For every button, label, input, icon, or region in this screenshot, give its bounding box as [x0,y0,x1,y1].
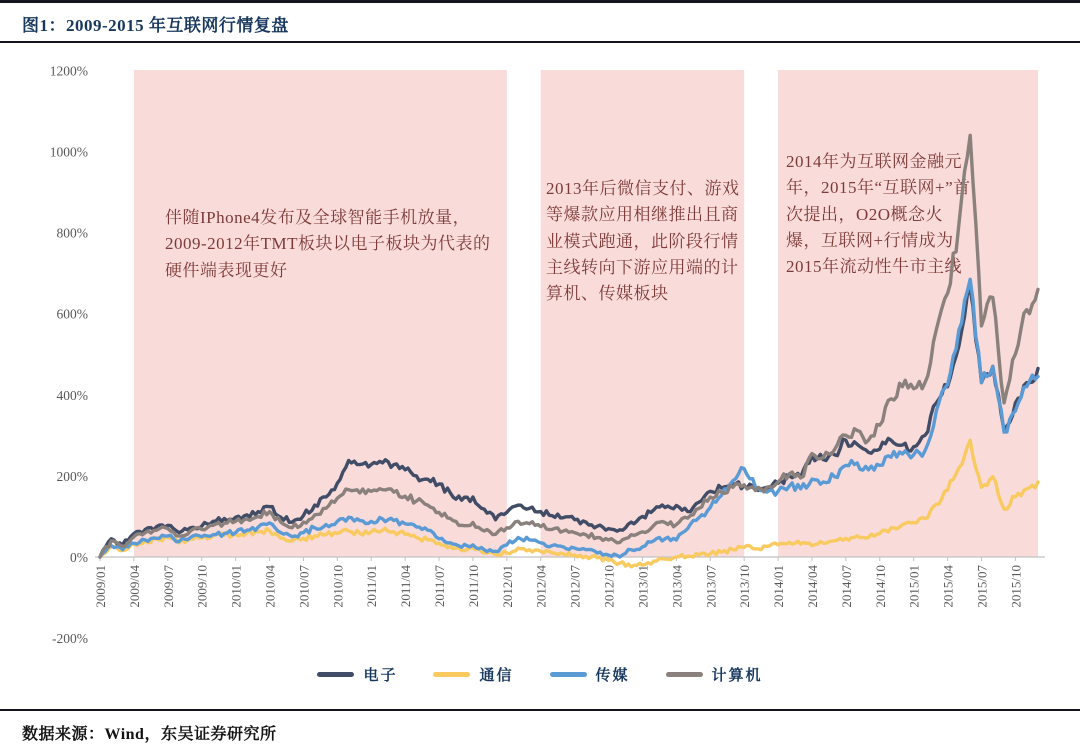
x-tick-label: 2011/01 [364,565,380,608]
legend-label-telecom: 通信 [479,667,514,684]
chart-area [0,43,1080,651]
annotation-2013-apps: 2013年后微信支付、游戏等爆款应用相继推出且商业模式跑通，此阶段行情主线转向下游应用端的计算机、传媒板块 [546,179,740,304]
x-tick-label: 2012/07 [567,565,583,608]
data-source: 数据来源：Wind，东吴证券研究所 [22,726,277,743]
x-tick-label: 2013/04 [669,565,685,608]
x-tick-label: 2010/04 [262,565,278,608]
y-tick-label: 0% [70,550,88,565]
legend-label-media: 传媒 [595,667,630,684]
x-tick-label: 2015/10 [1008,565,1024,608]
y-tick-label: 200% [56,468,88,484]
x-tick-label: 2015/01 [906,565,922,608]
x-tick-label: 2013/07 [703,565,719,608]
x-tick-label: 2011/07 [432,565,448,608]
figure-header [0,3,1080,41]
x-tick-label: 2012/10 [601,565,617,608]
legend-item-media [550,664,630,685]
legend-item-electronics [317,664,397,685]
legend-swatch-media [550,672,587,677]
x-tick-label: 2014/04 [804,565,820,608]
legend-label-electronics: 电子 [363,667,398,684]
x-tick-label: 2010/01 [228,565,244,608]
x-tick-label: 2012/01 [499,565,515,608]
x-tick-label: 2014/01 [771,565,787,608]
x-tick-label: 2013/10 [737,565,753,608]
chart-legend [0,651,1080,697]
legend-swatch-computer [666,672,703,677]
annotation-2009-2012-hardware: 伴随IPhone4发布及全球智能手机放量，2009-2012年TMT板块以电子板块为代表的硬件端表现更好 [165,208,491,280]
legend-item-telecom [433,664,513,685]
y-tick-label: 800% [56,225,88,241]
annotation-2014-2015-internet-plus: 2014年为互联网金融元年，2015年“互联网+”首次提出，O2O概念火爆，互联网+行情成为2015年流动性牛市主线 [786,152,971,277]
x-tick-label: 2015/04 [940,565,956,608]
legend-item-computer [666,664,763,685]
y-tick-label: 1200% [49,63,88,79]
x-tick-label: 2009/01 [93,565,108,608]
x-tick-label: 2013/01 [635,565,651,608]
x-tick-label: 2010/07 [296,565,312,608]
x-tick-label: 2009/07 [160,565,176,608]
x-tick-label: 2012/04 [533,565,549,608]
highlight-region [778,70,1038,557]
y-tick-label: -200% [52,631,88,647]
x-tick-label: 2011/04 [398,565,414,608]
x-tick-label: 2009/04 [126,565,142,608]
y-tick-label: 600% [56,306,88,322]
y-tick-label: 400% [56,387,88,403]
legend-swatch-electronics [317,672,354,677]
x-tick-label: 2014/07 [838,565,854,608]
figure-title: 图1：2009-2015 年互联网行情复盘 [22,16,289,35]
legend-label-computer: 计算机 [711,667,763,684]
y-tick-label: 1000% [49,144,88,160]
x-tick-label: 2011/10 [465,565,481,608]
x-tick-label: 2014/10 [872,565,888,608]
highlight-region [541,70,744,557]
chart-axes-layer [0,43,1080,651]
legend-swatch-telecom [433,672,470,677]
highlight-region [134,70,507,557]
x-tick-label: 2010/10 [330,565,346,608]
x-tick-label: 2009/10 [194,565,210,608]
x-tick-label: 2015/07 [974,565,990,608]
